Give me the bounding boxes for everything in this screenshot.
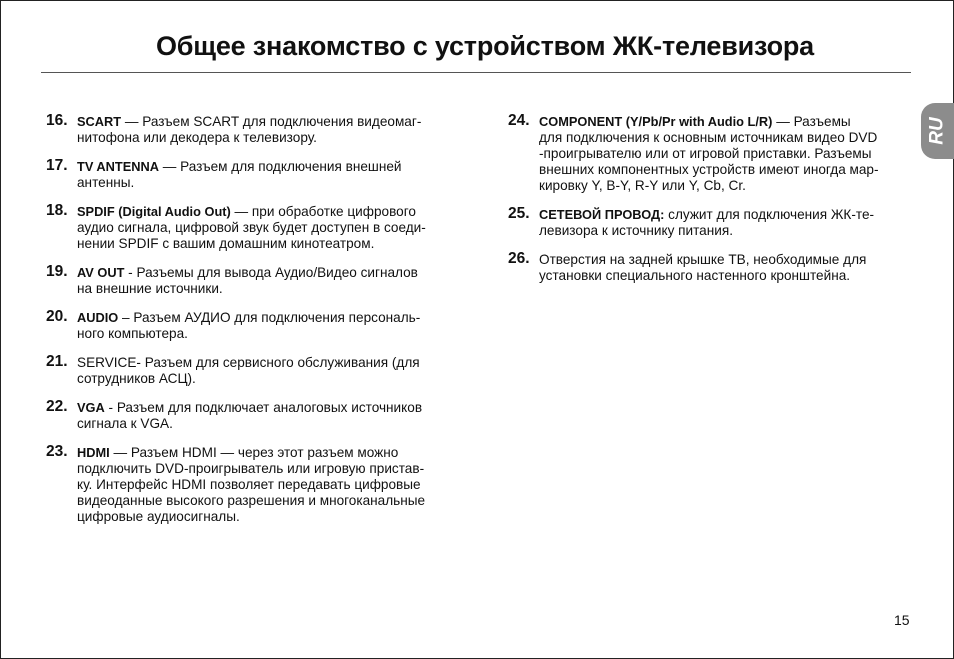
item-number: 19. [46, 263, 68, 280]
connector-item [46, 355, 466, 387]
connector-item [508, 114, 920, 194]
item-body [539, 114, 920, 194]
connector-item [508, 252, 920, 284]
item-description: SERVICE- Разъем для сервисного обслуживания (для сотрудников АСЦ). [77, 355, 420, 386]
page-title: Общее знакомство с устройством ЖК-телевизора [156, 31, 814, 61]
page-number: 15 [894, 612, 910, 628]
item-description: — Разъемы для подключения к основным источникам видео DVD -проигрывателю или от игровой приставки. Разъемы внешних компонентных устройств имеют иногда мар- кировку Y, B-Y, R-Y или Y, Cb, Cr. [539, 114, 879, 193]
item-number: 18. [46, 202, 68, 219]
item-body [77, 159, 466, 191]
language-tab-label: RU [926, 117, 948, 145]
item-body [77, 355, 466, 387]
item-body [539, 207, 920, 239]
connector-item [46, 204, 466, 252]
item-description: — Разъем SCART для подключения видеомаг- нитофона или декодера к телевизору. [77, 114, 422, 145]
item-description: — Разъем HDMI — через этот разъем можно подключить DVD-проигрыватель или игровую пристав- ку. Интерфейс HDMI позволяет передавать цифровые видеоданные высокого разрешения и многоканальные цифровые аудиосигналы. [77, 445, 426, 524]
item-number: 24. [508, 112, 530, 129]
item-body [77, 445, 466, 525]
item-term: HDMI [77, 445, 110, 460]
left-column [46, 114, 466, 538]
connector-item [508, 207, 920, 239]
item-term: SPDIF (Digital Audio Out) [77, 204, 231, 219]
item-term: СЕТЕВОЙ ПРОВОД: [539, 207, 665, 222]
item-description: служит для подключения ЖК-те- левизора к источнику питания. [539, 207, 875, 238]
item-term: VGA [77, 400, 105, 415]
item-term: AV OUT [77, 265, 125, 280]
item-number: 26. [508, 250, 530, 267]
item-number: 22. [46, 398, 68, 415]
item-body [77, 310, 466, 342]
connector-item [46, 265, 466, 297]
item-description: - Разъем для подключает аналоговых источников сигнала к VGA. [77, 400, 423, 431]
right-column [508, 114, 920, 297]
connector-item [46, 445, 466, 525]
item-term: COMPONENT (Y/Pb/Pr with Audio L/R) [539, 114, 773, 129]
item-description: — Разъем для подключения внешней антенны. [77, 159, 402, 190]
item-term: SCART [77, 114, 122, 129]
connector-item [46, 114, 466, 146]
language-tab [921, 103, 954, 159]
connector-item [46, 310, 466, 342]
item-description: - Разъемы для вывода Аудио/Видео сигналов на внешние источники. [77, 265, 418, 296]
item-body [77, 265, 466, 297]
title-divider [41, 72, 911, 73]
item-term: AUDIO [77, 310, 119, 325]
item-body [77, 400, 466, 432]
item-body [539, 252, 920, 284]
item-number: 25. [508, 205, 530, 222]
item-number: 20. [46, 308, 68, 325]
connector-item [46, 400, 466, 432]
item-number: 16. [46, 112, 68, 129]
item-description: — при обработке цифрового аудио сигнала, цифровой звук будет доступен в соеди- нении SPDIF с вашим домашним кинотеатром. [77, 204, 426, 251]
item-number: 17. [46, 157, 68, 174]
item-number: 23. [46, 443, 68, 460]
item-description: – Разъем АУДИО для подключения персональ- ного компьютера. [77, 310, 421, 341]
item-description: Отверстия на задней крышке ТВ, необходимые для установки специального настенного кронштейна. [539, 252, 867, 283]
item-body [77, 114, 466, 146]
connector-item [46, 159, 466, 191]
item-number: 21. [46, 353, 68, 370]
item-term: TV ANTENNA [77, 159, 159, 174]
item-body [77, 204, 466, 252]
